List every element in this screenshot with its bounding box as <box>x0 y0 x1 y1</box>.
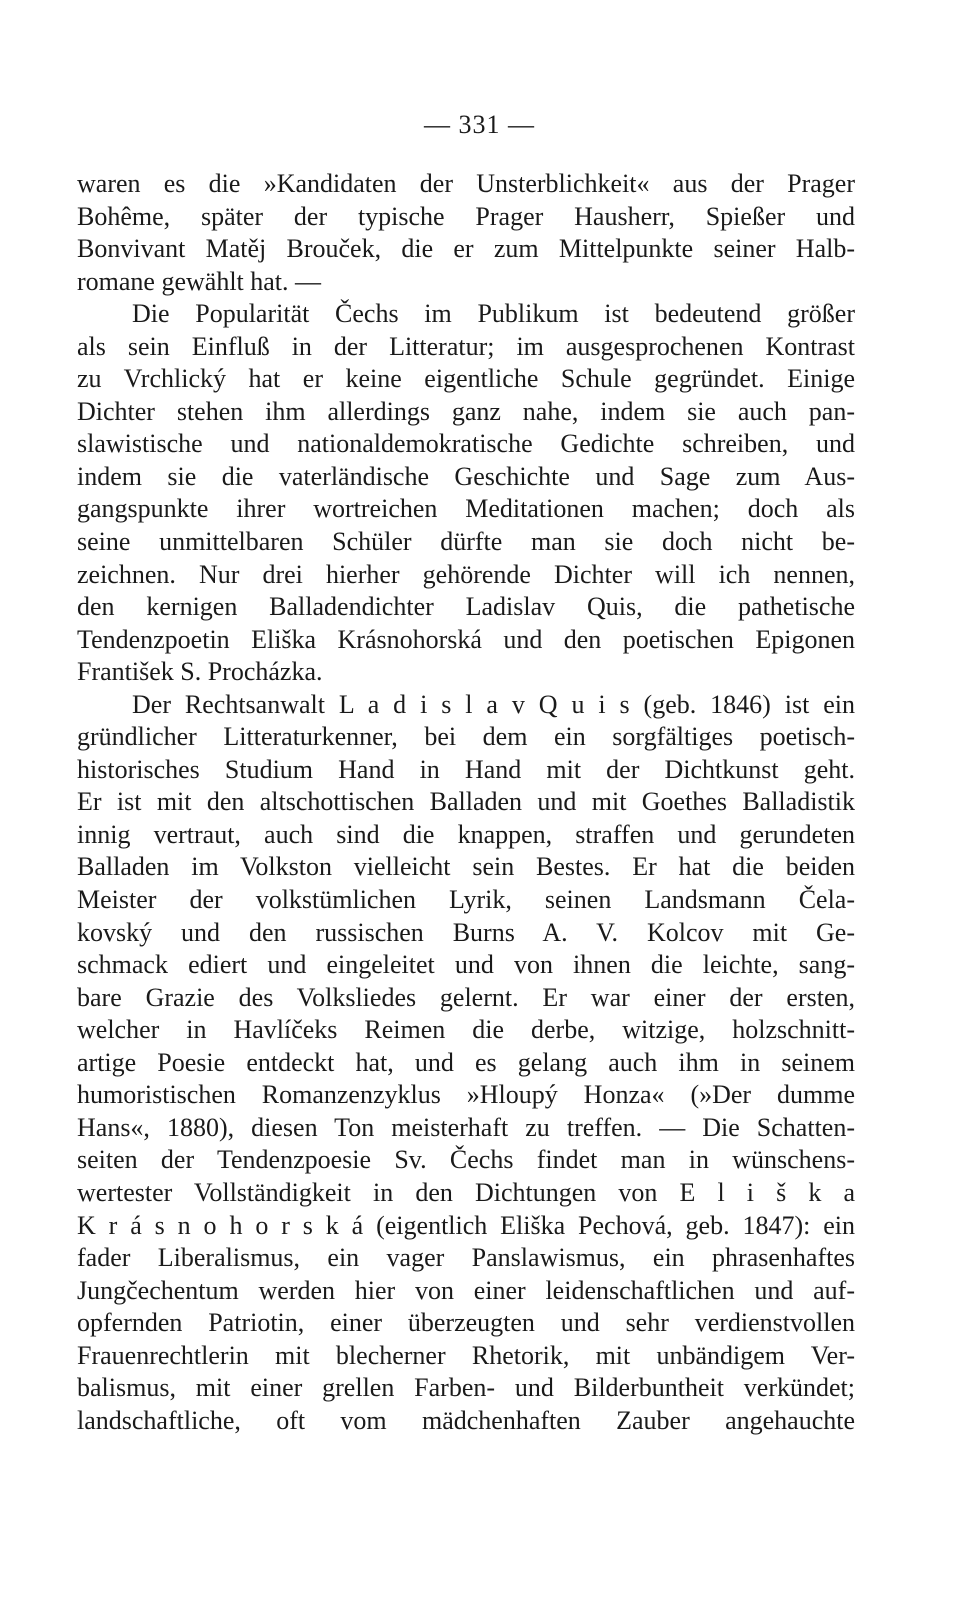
text-line: zu Vrchlický hat er keine eigentliche Schule gegründet. Einige <box>77 364 855 394</box>
text-line: Frauenrechtlerin mit blecherner Rhetorik, mit unbändigem Ver- <box>77 1340 855 1370</box>
page-number: — 331 — <box>424 110 535 139</box>
text-line: seiten der Tendenzpoesie Sv. Čechs findet man in wünschens- <box>77 1145 855 1175</box>
text-line: Dichter stehen ihm allerdings ganz nahe, indem sie auch pan- <box>77 396 855 426</box>
text-line: welcher in Havlíčeks Reimen die derbe, witzige, holzschnitt- <box>77 1015 855 1045</box>
text-line: Bohême, später der typische Prager Hausherr, Spießer und <box>77 201 855 231</box>
text-line: als sein Einfluß in der Litteratur; im ausgesprochenen Kontrast <box>77 331 855 361</box>
text-line: zeichnen. Nur drei hierher gehörende Dichter will ich nennen, <box>77 559 855 589</box>
body-text <box>77 168 855 1437</box>
text-line: Meister der volkstümlichen Lyrik, seinen Landsmann Čela- <box>77 885 855 915</box>
text-line: Tendenzpoetin Eliška Krásnohorská und den poetischen Epigonen <box>77 624 855 654</box>
text-line: fader Liberalismus, ein vager Panslawismus, ein phrasenhaftes <box>77 1243 855 1273</box>
text-line: balismus, mit einer grellen Farben- und Bilderbuntheit verkündet; <box>77 1373 855 1403</box>
text-line: schmack ediert und eingeleitet und von ihnen die leichte, sang- <box>77 950 855 980</box>
text-line: gründlicher Litteraturkenner, bei dem ein sorgfältiges poetisch- <box>77 722 855 752</box>
text-line: Hans«, 1880), diesen Ton meisterhaft zu treffen. — Die Schatten- <box>77 1112 855 1142</box>
text-line: historisches Studium Hand in Hand mit der Dichtkunst geht. <box>77 754 855 784</box>
text-line: Die Popularität Čechs im Publikum ist bedeutend größer <box>132 299 855 329</box>
text-line: artige Poesie entdeckt hat, und es gelang auch ihm in seinem <box>77 1047 855 1077</box>
text-line: wertester Vollständigkeit in den Dichtungen von E l i š k a <box>77 1177 855 1207</box>
text-line: kovský und den russischen Burns A. V. Kolcov mit Ge- <box>77 917 855 947</box>
text-line: bare Grazie des Volksliedes gelernt. Er war einer der ersten, <box>77 982 855 1012</box>
text-line: Balladen im Volkston vielleicht sein Bestes. Er hat die beiden <box>77 852 855 882</box>
text-line: landschaftliche, oft vom mädchenhaften Zauber angehauchte <box>77 1405 855 1435</box>
text-line: gangspunkte ihrer wortreichen Meditationen machen; doch als <box>77 494 855 524</box>
text-line: den kernigen Balladendichter Ladislav Quis, die pathetische <box>77 592 855 622</box>
text-line: innig vertraut, auch sind die knappen, straffen und gerundeten <box>77 819 855 849</box>
text-line: K r á s n o h o r s k á (eigentlich Eliška Pechová, geb. 1847): ein <box>77 1210 855 1240</box>
text-line: seine unmittelbaren Schüler dürfte man sie doch nicht be- <box>77 527 855 557</box>
text-line: Bonvivant Matěj Brouček, die er zum Mittelpunkte seiner Halb- <box>77 234 855 264</box>
text-line: Er ist mit den altschottischen Balladen und mit Goethes Balladistik <box>77 787 855 817</box>
text-line: Jungčechentum werden hier von einer leidenschaftlichen und auf- <box>77 1275 855 1305</box>
text-line: František S. Procházka. <box>77 657 323 687</box>
text-line: indem sie die vaterländische Geschichte und Sage zum Aus- <box>77 461 855 491</box>
text-line: opfernden Patriotin, einer überzeugten und sehr verdienstvollen <box>77 1308 855 1338</box>
text-line: waren es die »Kandidaten der Unsterblichkeit« aus der Prager <box>77 169 855 198</box>
text-line: Der Rechtsanwalt L a d i s l a v Q u i s (geb. 1846) ist ein <box>132 689 855 719</box>
text-line: humoristischen Romanzenzyklus »Hloupý Honza« (»Der dumme <box>77 1080 855 1110</box>
text-line: slawistische und nationaldemokratische Gedichte schreiben, und <box>77 429 855 459</box>
text-line: romane gewählt hat. — <box>77 266 322 296</box>
